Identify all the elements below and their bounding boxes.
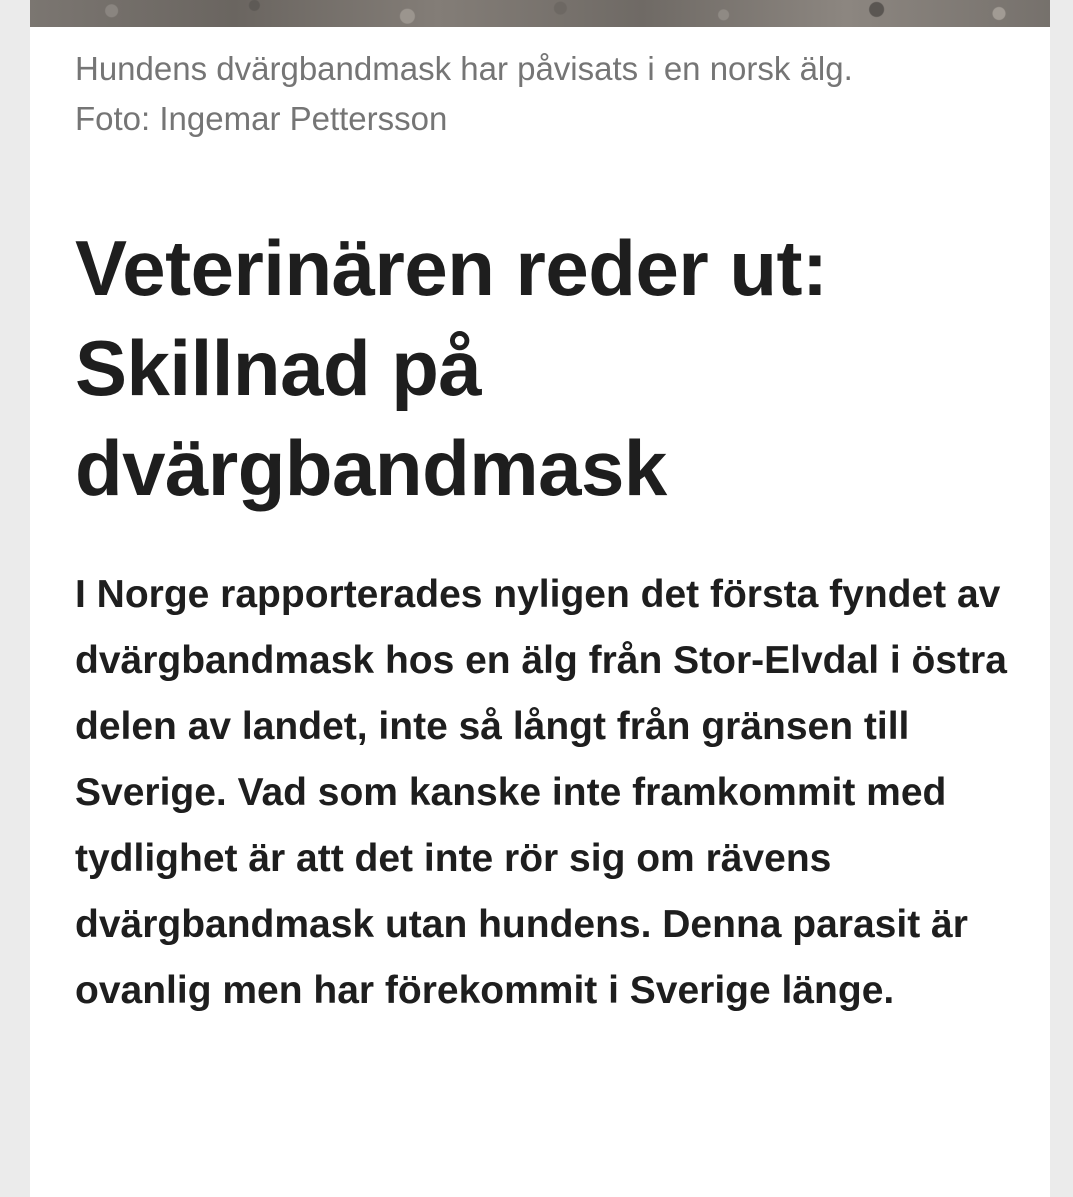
photo-credit: Foto: Ingemar Pettersson [75, 100, 448, 137]
article-card [30, 0, 1050, 1197]
article-headline: Veterinären reder ut: Skillnad på dvärgbandmask [75, 224, 828, 512]
article-lead: I Norge rapporterades nyligen det första fyndet av dvärgbandmask hos en älg från Stor-Elvdal i östra delen av landet, inte så långt från gränsen till Sverige. Vad som kanske inte framkommit med tydlighet är att det inte rör sig om rävens dvärgbandmask utan hundens. Denna parasit är ovanlig men har förekommit i Sverige länge. [75, 573, 1007, 1012]
article-photo[interactable] [30, 0, 1050, 27]
photo-caption [75, 44, 1015, 144]
caption-text: Hundens dvärgbandmask har påvisats i en norsk älg. [75, 50, 853, 87]
